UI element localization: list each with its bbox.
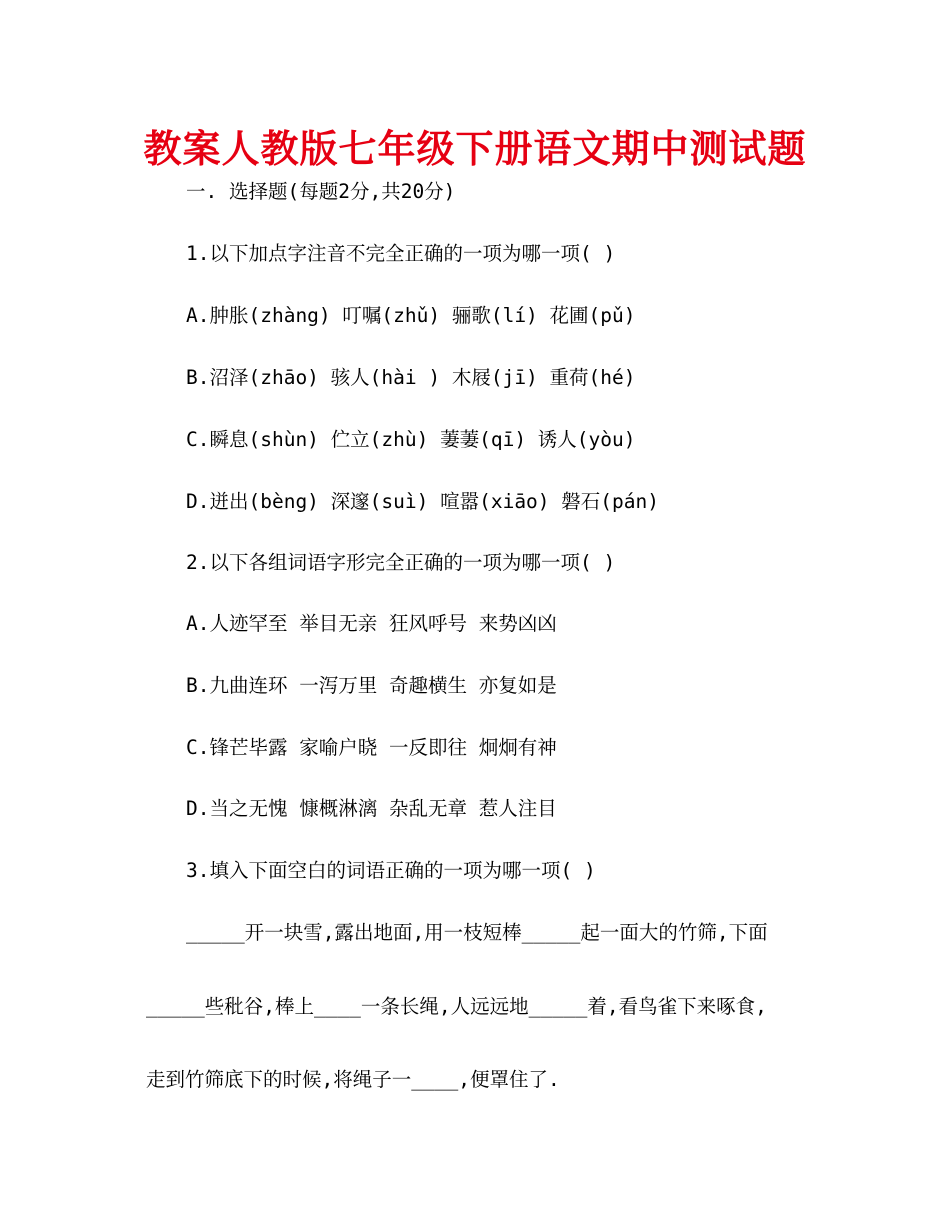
question-3-passage-line-3: 走到竹筛底下的时候,将绳子一____,便罩住了.	[146, 1068, 560, 1091]
question-2-stem: 2.以下各组词语字形完全正确的一项为哪一项( )	[186, 551, 616, 574]
document-title: 教案人教版七年级下册语文期中测试题	[143, 127, 807, 171]
question-1-stem: 1.以下加点字注音不完全正确的一项为哪一项( )	[186, 242, 616, 265]
question-1-option-c: C.瞬息(shùn) 伫立(zhù) 萋萋(qī) 诱人(yòu)	[186, 428, 636, 451]
question-2-option-c: C.锋芒毕露 家喻户晓 一反即往 炯炯有神	[186, 736, 557, 759]
question-1-option-a: A.肿胀(zhàng) 叮嘱(zhǔ) 骊歌(lí) 花圃(pǔ)	[186, 304, 636, 327]
question-3-passage-line-1: _____开一块雪,露出地面,用一枝短棒_____起一面大的竹筛,下面	[186, 921, 768, 944]
question-2-option-a: A.人迹罕至 举目无亲 狂风呼号 来势凶凶	[186, 612, 557, 635]
question-2-option-d: D.当之无愧 慷概淋漓 杂乱无章 惹人注目	[186, 797, 557, 820]
question-3-stem: 3.填入下面空白的词语正确的一项为哪一项( )	[186, 859, 596, 882]
question-1-option-b: B.沼泽(zhāo) 骇人(hài ) 木屐(jī) 重荷(hé)	[186, 366, 636, 389]
section-heading: 一. 选择题(每题2分,共20分)	[186, 180, 456, 203]
question-3-passage-line-2: _____些秕谷,棒上____一条长绳,人远远地_____着,看鸟雀下来啄食,	[146, 995, 767, 1018]
question-1-option-d: D.迸出(bèng) 深邃(suì) 喧嚣(xiāo) 磐石(pán)	[186, 490, 659, 513]
question-2-option-b: B.九曲连环 一泻万里 奇趣横生 亦复如是	[186, 674, 557, 697]
